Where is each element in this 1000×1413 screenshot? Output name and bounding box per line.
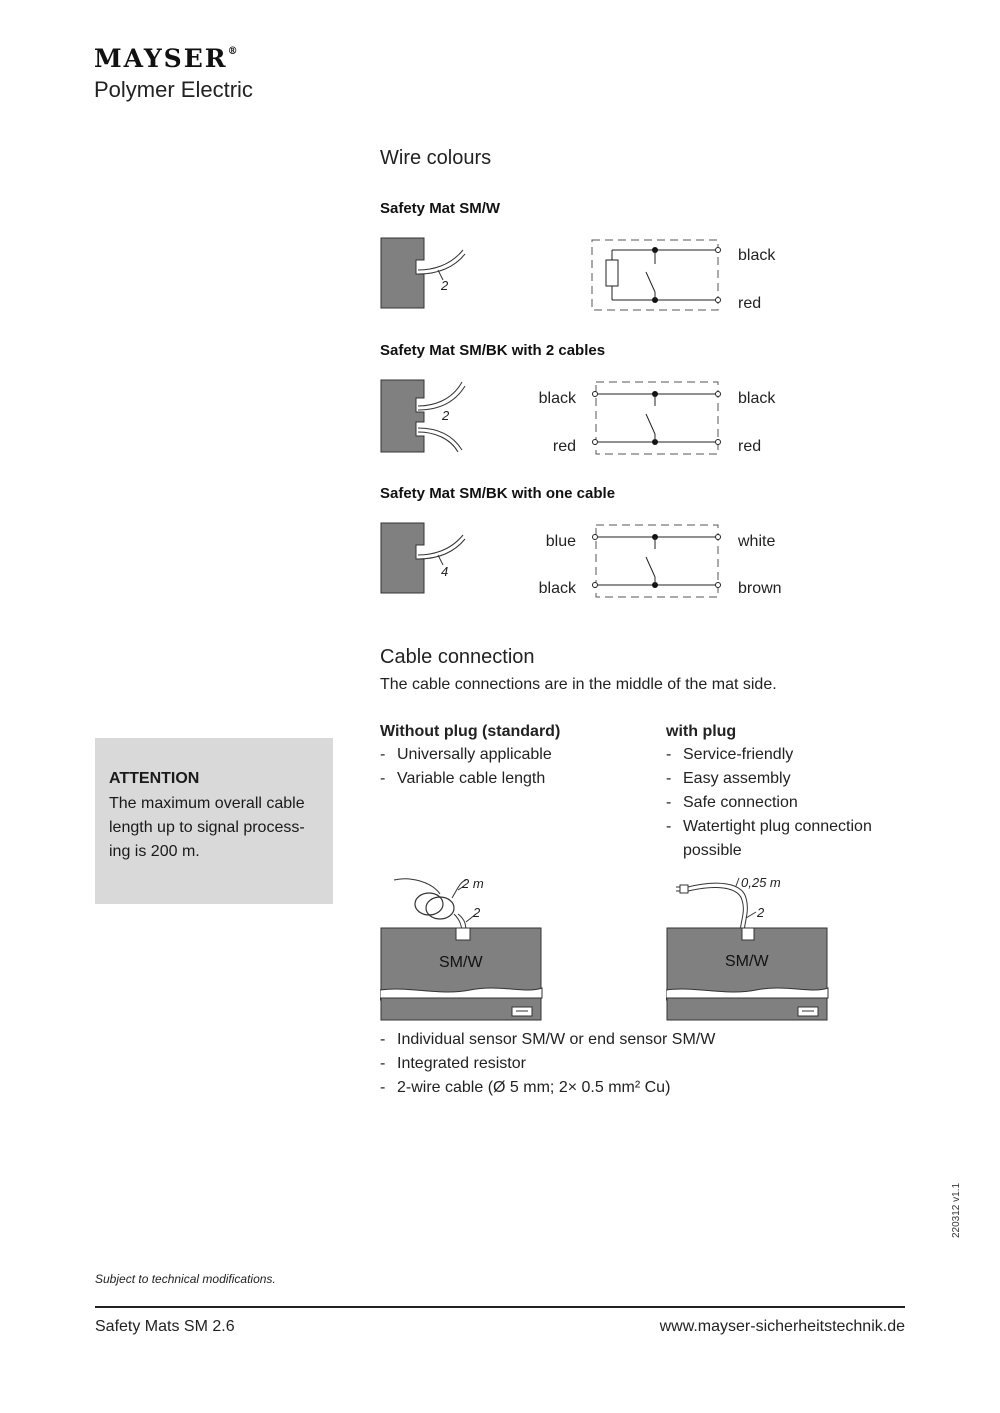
list-item: - Individual sensor SM/W or end sensor SM/W: [380, 1028, 880, 1052]
list-item: - Watertight plug connection possible: [666, 815, 906, 863]
sm-bk-2-mat-diagram: [380, 378, 480, 454]
list-item: - Integrated resistor: [380, 1052, 880, 1076]
sm-w-cable-count: 2: [441, 278, 449, 293]
sm-w-mat-diagram: [380, 236, 480, 312]
with-plug-count: 2: [757, 905, 765, 920]
sm-bk-1-right-top-label: white: [738, 533, 776, 550]
sensor-notes-list: [380, 1028, 880, 1100]
sm-bk-2-left-top-label: black: [538, 390, 576, 407]
sm-w-circuit-diagram: [588, 236, 728, 314]
registered-mark: ®: [227, 46, 238, 57]
sm-bk-2-right-top-label: black: [738, 390, 776, 407]
list-item: - 2-wire cable (Ø 5 mm; 2× 0.5 mm² Cu): [380, 1076, 880, 1100]
without-plug-illustration: [380, 868, 550, 1024]
sm-bk-1-circuit-diagram: [588, 521, 728, 601]
with-plug-length: 0,25 m: [741, 875, 781, 890]
with-plug-illustration: [666, 868, 836, 1024]
section-sm-w-title: Safety Mat SM/W: [380, 200, 501, 217]
sm-bk-2-left-bottom-label: red: [552, 438, 576, 455]
list-item: - Safe connection: [666, 791, 906, 815]
with-plug-list: [666, 743, 906, 863]
sm-bk-2-cable-count: 2: [442, 408, 450, 423]
list-item: - Service-friendly: [666, 743, 906, 767]
sm-bk-1-cable-count: 4: [441, 564, 449, 579]
brand-name: MAYSER: [94, 44, 228, 73]
footer-website-link[interactable]: www.mayser-sicherheitstechnik.de: [659, 1318, 905, 1335]
footnote: Subject to technical modifications.: [95, 1272, 276, 1286]
sm-bk-2-right-bottom-label: red: [738, 438, 762, 455]
wire-colours-title: Wire colours: [380, 147, 492, 169]
without-plug-length: 2 m: [462, 876, 484, 891]
sm-w-right-bottom-label: red: [738, 295, 762, 312]
with-plug-mat-label: SM/W: [725, 953, 769, 970]
cable-connection-intro: The cable connections are in the middle of the mat side.: [380, 676, 777, 693]
sm-bk-1-left-bottom-label: black: [538, 580, 576, 597]
sm-bk-1-right-bottom-label: brown: [738, 580, 782, 597]
with-plug-title: with plug: [666, 723, 737, 740]
brand-subtitle: Polymer Electric: [94, 77, 253, 102]
section-sm-bk-2-title: Safety Mat SM/BK with 2 cables: [380, 342, 606, 359]
sm-bk-2-circuit-diagram: [588, 378, 728, 458]
sm-bk-1-mat-diagram: [380, 521, 480, 597]
footer-document-title: Safety Mats SM 2.6: [95, 1318, 235, 1335]
sm-bk-1-left-top-label: blue: [545, 533, 576, 550]
attention-text: The maximum overall cable length up to signal process-ing is 200 m.: [109, 795, 305, 860]
without-plug-count: 2: [473, 905, 481, 920]
version-code: 220312 v1.1: [951, 1182, 962, 1238]
sm-w-right-top-label: black: [738, 247, 776, 264]
list-item: - Universally applicable: [380, 743, 650, 767]
without-plug-mat-label: SM/W: [439, 954, 483, 971]
without-plug-list: [380, 743, 650, 791]
attention-title: ATTENTION: [109, 770, 200, 787]
brand-logo: [94, 44, 238, 73]
list-item: - Easy assembly: [666, 767, 906, 791]
section-sm-bk-1-title: Safety Mat SM/BK with one cable: [380, 485, 616, 502]
footer-divider: [95, 1306, 905, 1308]
cable-connection-title: Cable connection: [380, 646, 535, 668]
list-item: - Variable cable length: [380, 767, 650, 791]
without-plug-title: Without plug (standard): [380, 723, 561, 740]
attention-box: [95, 738, 333, 904]
